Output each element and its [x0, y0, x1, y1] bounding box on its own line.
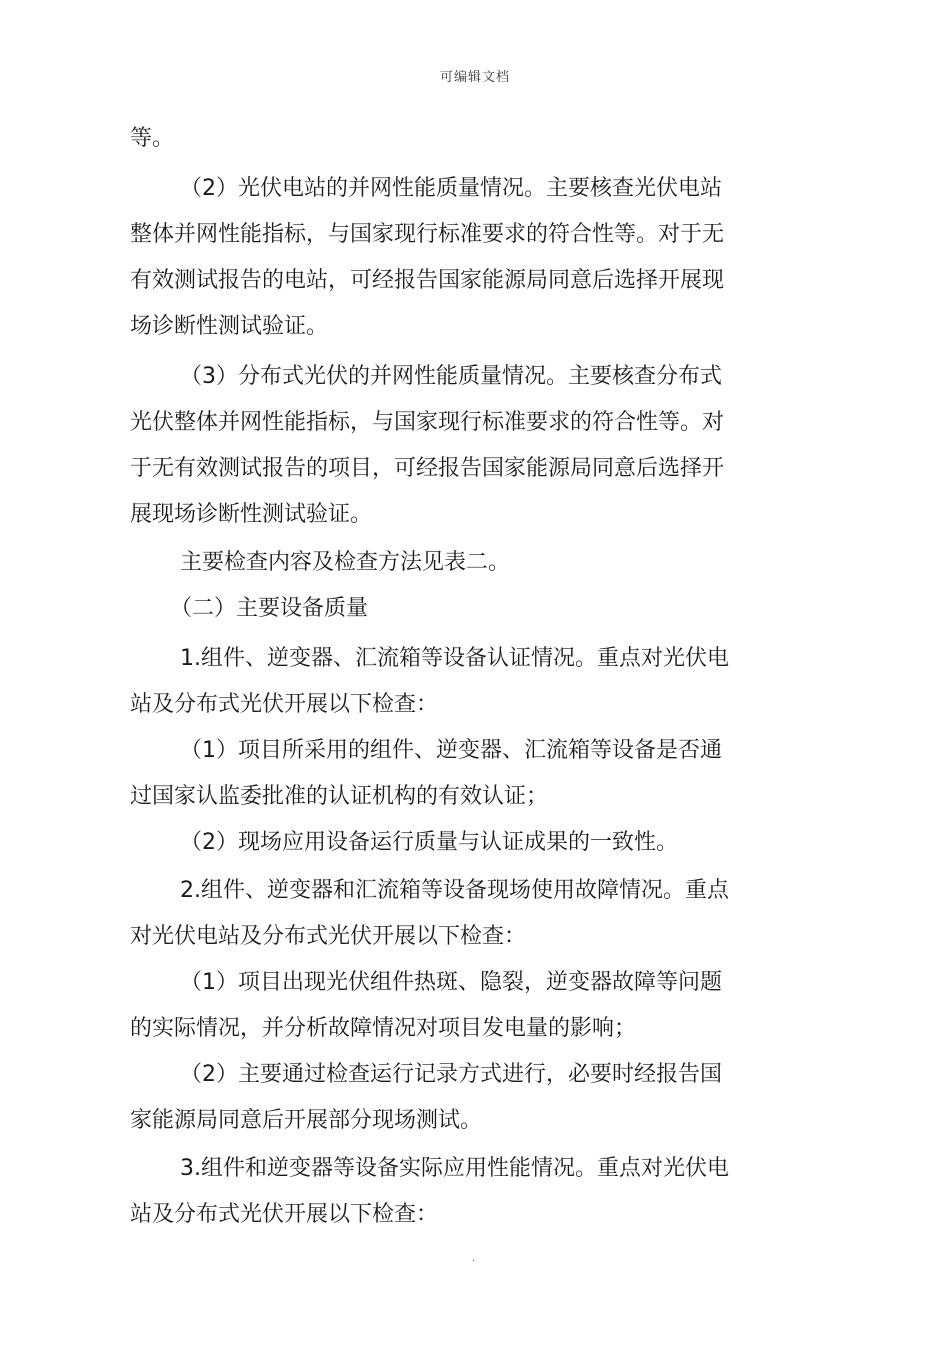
text-line: （二）主要设备质量 [170, 596, 369, 621]
text-line: 的实际情况，并分析故障情况对项目发电量的影响； [130, 1016, 637, 1041]
text-line: 展现场诊断性测试验证。 [130, 502, 373, 527]
text-line: （2）主要通过检查运行记录方式进行，必要时经报告国 [180, 1062, 722, 1087]
text-line: （1）项目出现光伏组件热斑、隐裂，逆变器故障等问题 [180, 970, 722, 995]
text-line: （2）现场应用设备运行质量与认证成果的一致性。 [180, 830, 678, 855]
text-line: 光伏整体并网性能指标，与国家现行标准要求的符合性等。对 [130, 410, 725, 435]
text-line: 站及分布式光伏开展以下检查： [130, 692, 439, 717]
text-line: 家能源局同意后开展部分现场测试。 [130, 1108, 483, 1133]
text-line: 2.组件、逆变器和汇流箱等设备现场使用故障情况。重点 [180, 878, 729, 903]
text-line: 主要检查内容及检查方法见表二。 [180, 550, 511, 575]
text-line: 1.组件、逆变器、汇流箱等设备认证情况。重点对光伏电 [180, 646, 729, 671]
text-line: 于无有效测试报告的项目，可经报告国家能源局同意后选择开 [130, 456, 725, 481]
footer-mark: . [472, 1253, 476, 1264]
text-line: （1）项目所采用的组件、逆变器、汇流箱等设备是否通 [180, 738, 722, 763]
text-line: 过国家认监委批准的认证机构的有效认证； [130, 784, 549, 809]
text-line: （2）光伏电站的并网性能质量情况。主要核查光伏电站 [180, 176, 722, 201]
text-line: 3.组件和逆变器等设备实际应用性能情况。重点对光伏电 [180, 1156, 729, 1181]
text-line: （3）分布式光伏的并网性能质量情况。主要核查分布式 [180, 364, 722, 389]
text-line: 整体并网性能指标，与国家现行标准要求的符合性等。对于无 [130, 222, 725, 247]
text-line: 对光伏电站及分布式光伏开展以下检查： [130, 924, 527, 949]
page-header: 可编辑文档 [439, 70, 510, 85]
text-line: 场诊断性测试验证。 [130, 314, 329, 339]
text-line: 等。 [130, 126, 175, 151]
text-line: 有效测试报告的电站，可经报告国家能源局同意后选择开展现 [130, 268, 725, 293]
text-line: 站及分布式光伏开展以下检查： [130, 1202, 439, 1227]
